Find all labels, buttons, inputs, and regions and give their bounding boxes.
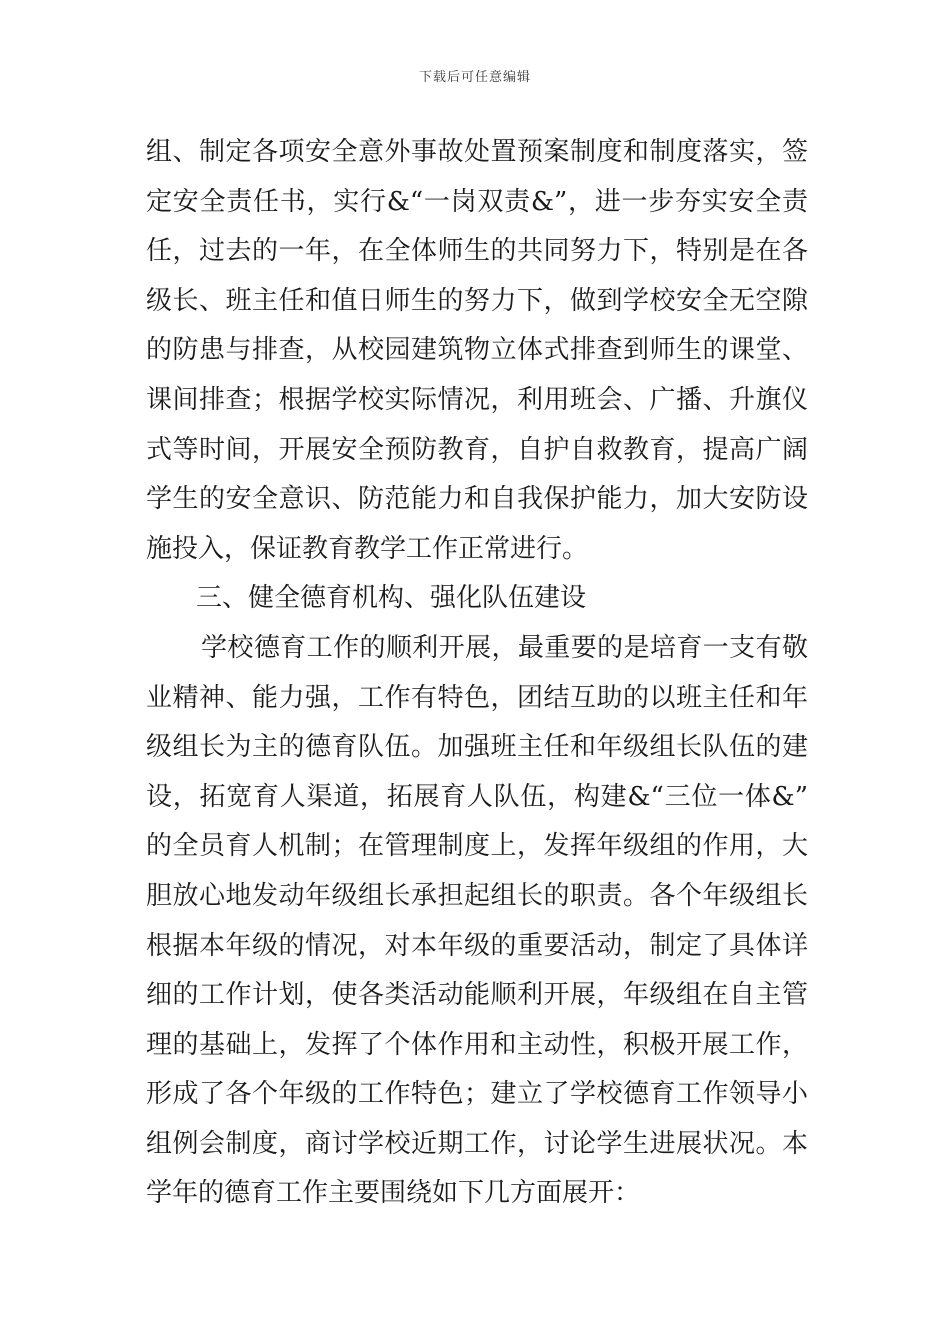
text-line: 理的基础上，发挥了个体作用和主动性，积极开展工作，: [146, 1029, 808, 1060]
text-line: 学年的德育工作主要围绕如下几方面展开：: [146, 1178, 641, 1209]
text-line: 式等时间，开展安全预防教育，自护自救教育，提高广阔: [146, 434, 808, 465]
document-body: [146, 128, 808, 1219]
text-line: 定安全责任书，实行&“一岗双责&”，进一步夯实安全责: [146, 186, 808, 217]
text-line: 胆放心地发动年级组长承担起组长的职责。各个年级组长: [146, 880, 808, 911]
text-line: 形成了各个年级的工作特色；建立了学校德育工作领导小: [146, 1079, 808, 1110]
text-line: 细的工作计划，使各类活动能顺利开展，年级组在自主管: [146, 980, 808, 1011]
text-line: 的全员育人机制；在管理制度上，发挥年级组的作用，大: [146, 831, 808, 862]
text-line: 的防患与排查，从校园建筑物立体式排查到师生的课堂、: [146, 335, 808, 366]
text-line: 课间排查；根据学校实际情况，利用班会、广播、升旗仪: [146, 384, 808, 415]
text-line: 学生的安全意识、防范能力和自我保护能力，加大安防设: [146, 484, 808, 515]
text-line: 根据本年级的情况，对本年级的重要活动，制定了具体详: [146, 930, 808, 961]
text-line: 施投入，保证教育教学工作正常进行。: [146, 533, 589, 564]
text-line: 组例会制度，商讨学校近期工作，讨论学生进展状况。本: [146, 1128, 808, 1159]
text-line: 设，拓宽育人渠道，拓展育人队伍，构建&“三位一体&”: [146, 781, 808, 812]
text-line: 级组长为主的德育队伍。加强班主任和年级组长队伍的建: [146, 732, 808, 763]
text-line: 学校德育工作的顺利开展，最重要的是培育一支有敬: [201, 632, 808, 663]
text-line: 级长、班主任和值日师生的努力下，做到学校安全无空隙: [146, 285, 808, 316]
text-line: 组、制定各项安全意外事故处置预案制度和制度落实，签: [146, 137, 808, 167]
page-header: 下载后可任意编辑: [418, 70, 531, 85]
text-line: 任，过去的一年，在全体师生的共同努力下，特别是在各: [146, 236, 808, 267]
text-line: 业精神、能力强，工作有特色，团结互助的以班主任和年: [146, 682, 808, 713]
section-heading: 三、健全德育机构、强化队伍建设: [196, 583, 587, 614]
